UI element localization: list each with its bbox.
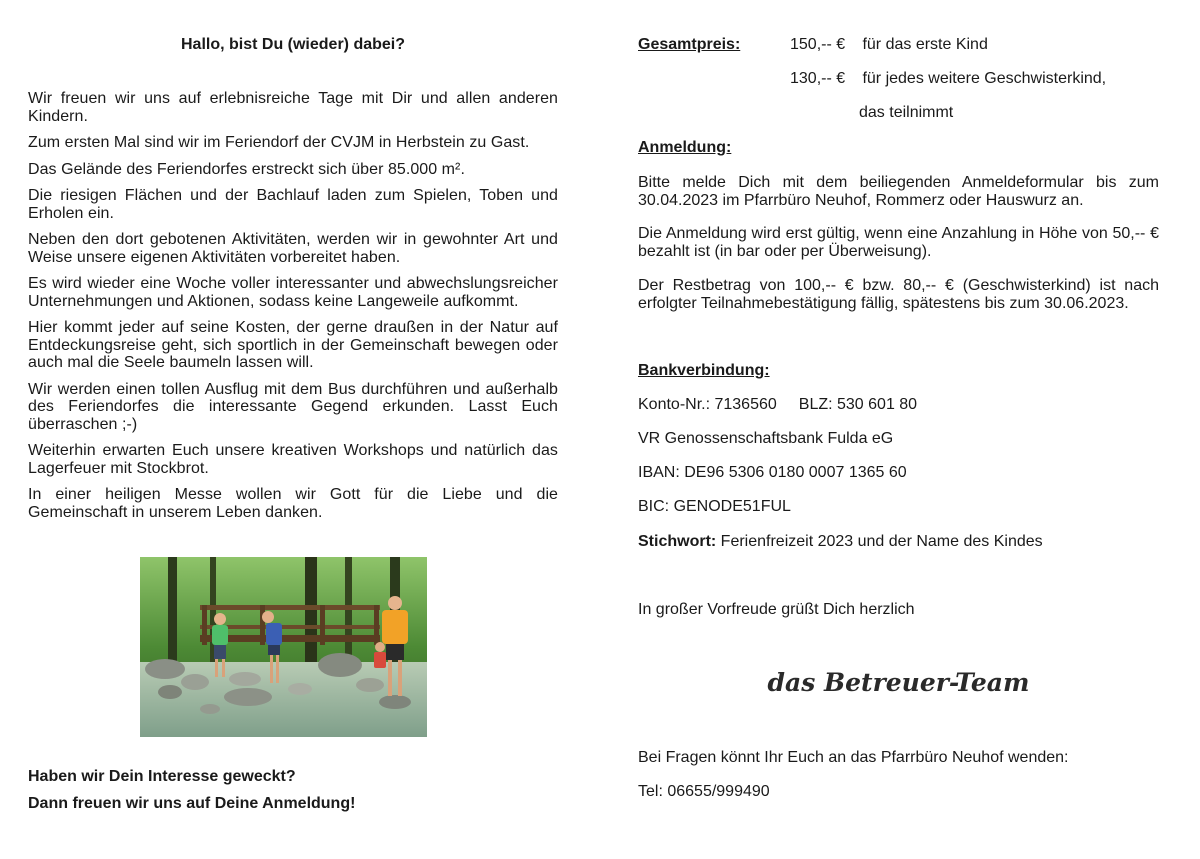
paragraph: Wir werden einen tollen Ausflug mit dem Bus durchführen und außerhalb des Feriendorfes die interessante Gegend erkunden. Lasst Euch überraschen ;-) [28, 380, 558, 433]
stone [158, 685, 182, 699]
stone [145, 659, 185, 679]
bank-code: BLZ: 530 601 80 [798, 396, 918, 413]
price-line-continuation: das teilnimmt [859, 104, 954, 121]
keyword-value: Ferienfreizeit 2023 und der Name des Kindes [720, 533, 1043, 550]
bridge-post [320, 605, 325, 645]
child-shorts [386, 644, 404, 660]
child-shirt [382, 610, 408, 644]
paragraph: Die riesigen Flächen und der Bachlauf laden zum Spielen, Toben und Erholen ein. [28, 187, 558, 222]
stone [181, 674, 209, 690]
paragraph: Weiterhin erwarten Euch unsere kreativen Workshops und natürlich das Lagerfeuer mit Stockbrot. [28, 442, 558, 477]
closing-text [28, 763, 558, 817]
stone [200, 704, 220, 714]
child-shorts [268, 645, 280, 655]
paragraph: In einer heiligen Messe wollen wir Gott für die Liebe und die Gemeinschaft in unserem Leben danken. [28, 486, 558, 521]
photo-illustration [140, 557, 427, 737]
tree-trunk [305, 557, 317, 672]
stone [229, 672, 261, 686]
registration-heading: Anmeldung: [638, 139, 732, 156]
children-in-stream-photo [140, 557, 427, 737]
iban: IBAN: DE96 5306 0180 0007 1365 60 [638, 464, 907, 481]
stone [379, 695, 411, 709]
price-description: für jedes weitere Geschwisterkind, [862, 70, 1107, 87]
bridge-post [202, 605, 207, 645]
keyword-label: Stichwort: [638, 533, 717, 550]
stone [356, 678, 384, 692]
child-shirt [212, 625, 228, 645]
price-amount: 150,-- € [790, 36, 846, 53]
registration-paragraph: Der Restbetrag von 100,-- € bzw. 80,-- € (Geschwisterkind) ist nach erfolgter Teilnahmebestätigung fällig, spätestens bis zum 30.06.2023. [638, 277, 1159, 312]
paragraph: Neben den dort gebotenen Aktivitäten, werden wir in gewohnter Art und Weise unsere eigenen Aktivitäten vorbereitet haben. [28, 231, 558, 266]
phone-number: Tel: 06655/999490 [638, 783, 770, 800]
paragraph: Zum ersten Mal sind wir im Feriendorf der CVJM in Herbstein zu Gast. [28, 134, 530, 151]
bic: BIC: GENODE51FUL [638, 498, 791, 515]
page-title: Hallo, bist Du (wieder) dabei? [180, 36, 406, 53]
paragraph: Hier kommt jeder auf seine Kosten, der gerne draußen in der Natur auf Entdeckungsreise geht, sich sportlich in der Gemeinschaft bewegen oder auch mal die Seele baumeln lassen will. [28, 319, 558, 371]
price-line-first-child [790, 36, 988, 54]
registration-paragraph: Bitte melde Dich mit dem beiliegenden Anmeldeformular bis zum 30.04.2023 im Pfarrbüro Neuhof, Rommerz oder Hauswurz an. [638, 174, 1159, 209]
stone [288, 683, 312, 695]
tree-trunk [168, 557, 177, 677]
child-head [262, 611, 274, 623]
bank-account-line [638, 396, 917, 414]
questions-text: Bei Fragen könnt Ihr Euch an das Pfarrbüro Neuhof wenden: [638, 749, 1069, 766]
child-head [214, 613, 226, 625]
account-number: Konto-Nr.: 7136560 [638, 396, 777, 413]
bridge-post [260, 605, 265, 645]
bridge-post [374, 605, 379, 645]
bank-heading: Bankverbindung: [638, 362, 770, 379]
child-leg [398, 660, 402, 696]
child-shirt [266, 623, 282, 645]
keyword-line [638, 533, 1043, 551]
price-amount: 130,-- € [790, 70, 846, 87]
closing-line-2: Dann freuen wir uns auf Deine Anmeldung! [28, 795, 356, 812]
stone [318, 653, 362, 677]
child-leg [388, 660, 392, 696]
stone [224, 688, 272, 706]
signature: das Betreuer-Team [767, 668, 1030, 697]
intro-paragraphs [28, 90, 558, 530]
child-head [388, 596, 402, 610]
closing-line-1: Haben wir Dein Interesse geweckt? [28, 768, 296, 785]
registration-paragraph: Die Anmeldung wird erst gültig, wenn eine Anzahlung in Höhe von 50,-- € bezahlt ist (in bar oder per Überweisung). [638, 225, 1159, 260]
child-leg [215, 659, 218, 677]
paragraph: Das Gelände des Feriendorfes erstreckt sich über 85.000 m². [28, 160, 465, 178]
child-head [375, 642, 385, 652]
child-leg [276, 655, 279, 683]
child-leg [222, 659, 225, 677]
price-line-sibling [790, 70, 1106, 88]
bridge-rail [200, 605, 380, 610]
price-heading: Gesamtpreis: [638, 36, 741, 53]
paragraph: Wir freuen wir uns auf erlebnisreiche Tage mit Dir und allen anderen Kindern. [28, 90, 558, 125]
child-shorts [214, 645, 226, 659]
child-shirt [374, 652, 386, 668]
bank-name: VR Genossenschaftsbank Fulda eG [638, 430, 894, 447]
greeting: In großer Vorfreude grüßt Dich herzlich [638, 601, 915, 618]
child-leg [270, 655, 273, 683]
paragraph: Es wird wieder eine Woche voller interessanter und abwechslungsreicher Unternehmungen und Aktionen, sodass keine Langeweile aufkommt. [28, 275, 558, 310]
price-description: für das erste Kind [862, 36, 988, 53]
